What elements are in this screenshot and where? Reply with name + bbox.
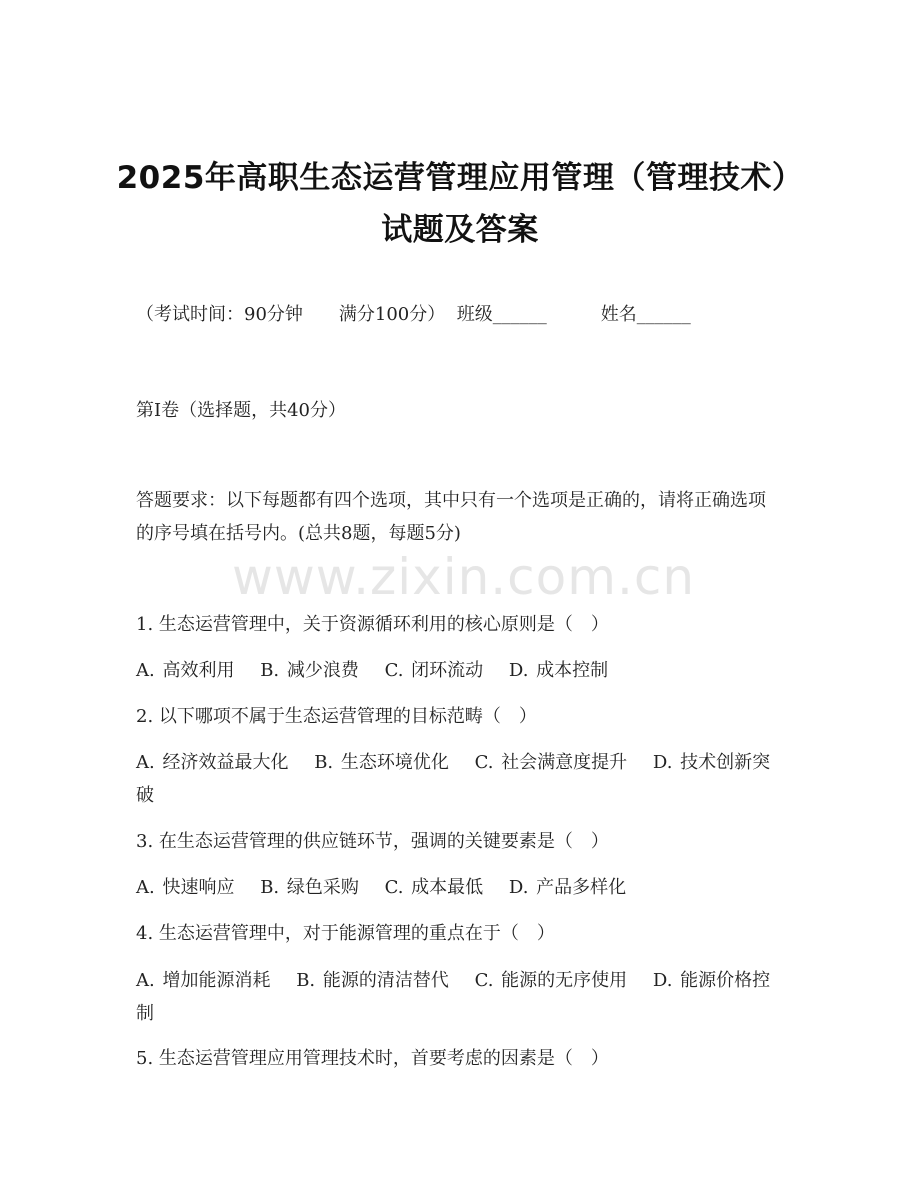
class-field: 班级______ (456, 304, 547, 325)
option-d: D. 产品多样化 (508, 877, 627, 898)
document-title: 2025年高职生态运营管理应用管理（管理技术）试题及答案 (116, 160, 804, 248)
question-3: 3. 在生态运营管理的供应链环节，强调的关键要素是（ ） (136, 831, 609, 852)
option-d: D. 技术创新突破 (136, 752, 771, 806)
option-b: B. 减少浪费 (260, 660, 359, 681)
option-b: B. 生态环境优化 (314, 752, 449, 773)
section-title: 第Ⅰ卷（选择题，共40分） (136, 400, 347, 421)
option-c: C. 闭环流动 (384, 660, 484, 681)
name-field: 姓名______ (600, 304, 691, 325)
option-c: C. 社会满意度提升 (474, 752, 628, 773)
option-b: B. 能源的清洁替代 (296, 970, 449, 991)
option-a: A. 快速响应 (136, 877, 235, 898)
question-2: 2. 以下哪项不属于生态运营管理的目标范畴（ ） (136, 706, 537, 727)
exam-time: （考试时间：90分钟 (136, 304, 303, 325)
question-2-options (136, 746, 776, 812)
question-1: 1. 生态运营管理中，关于资源循环利用的核心原则是（ ） (136, 614, 609, 635)
option-a: A. 高效利用 (136, 660, 235, 681)
question-1-options (136, 654, 776, 687)
option-d: D. 能源价格控制 (136, 970, 771, 1024)
watermark: www.zixin.com.cn (232, 548, 696, 606)
option-b: B. 绿色采购 (260, 877, 359, 898)
question-3-options (136, 871, 776, 904)
option-c: C. 成本最低 (384, 877, 484, 898)
option-a: A. 增加能源消耗 (136, 970, 271, 991)
exam-meta (136, 300, 691, 326)
option-d: D. 成本控制 (508, 660, 609, 681)
exam-full-score: 满分100分） (338, 304, 446, 325)
question-4: 4. 生态运营管理中，对于能源管理的重点在于（ ） (136, 923, 555, 944)
question-5: 5. 生态运营管理应用管理技术时，首要考虑的因素是（ ） (136, 1048, 609, 1069)
option-a: A. 经济效益最大化 (136, 752, 289, 773)
instructions: 答题要求：以下每题都有四个选项，其中只有一个选项是正确的，请将正确选项的序号填在括号内。(总共8题，每题5分) (136, 490, 766, 544)
option-c: C. 能源的无序使用 (474, 970, 628, 991)
question-4-options (136, 964, 776, 1030)
